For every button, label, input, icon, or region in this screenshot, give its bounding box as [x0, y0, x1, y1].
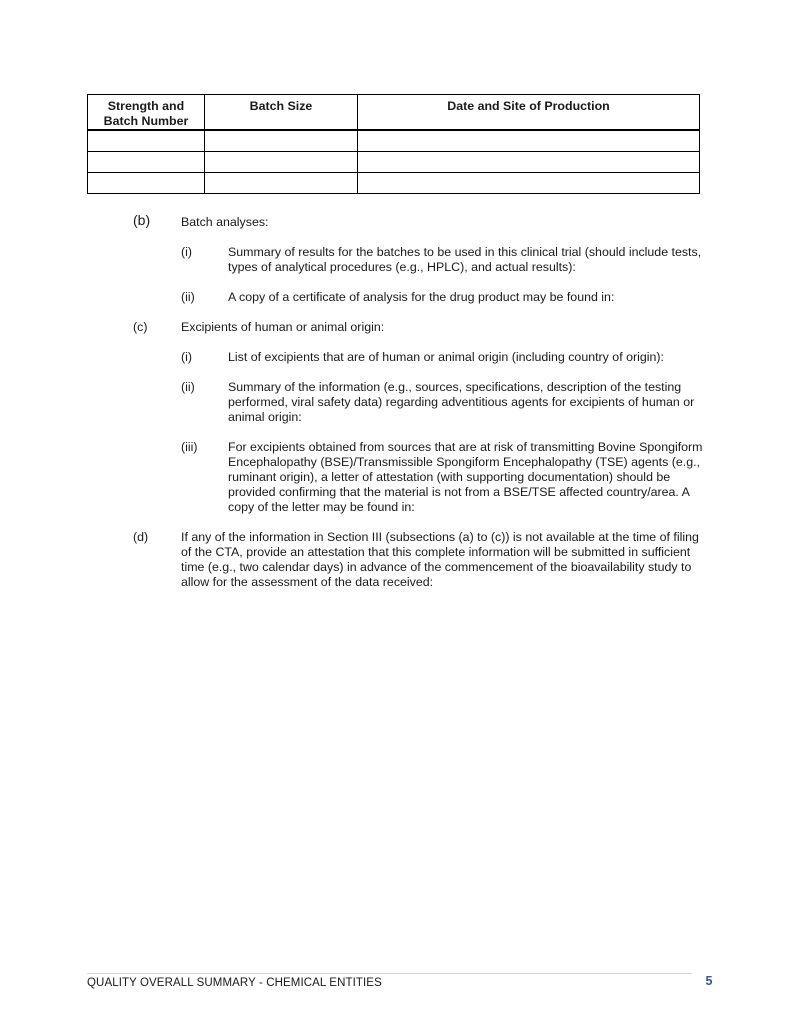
table-cell[interactable]	[358, 152, 700, 173]
table-row	[88, 152, 700, 173]
table-row	[88, 130, 700, 152]
batch-table	[87, 94, 700, 194]
section-c-item-ii-marker: (ii)	[181, 380, 195, 394]
section-d-marker: (d)	[133, 530, 149, 544]
section-c-item-i-text: List of excipients that are of human or animal origin (including country of origin):	[228, 350, 664, 364]
footer-title: QUALITY OVERALL SUMMARY - CHEMICAL ENTITIES	[87, 977, 382, 989]
footer-divider	[87, 973, 692, 974]
header-strength-batch-number: Strength and Batch Number	[88, 95, 205, 131]
page-number: 5	[705, 974, 713, 988]
section-b-text: Batch analyses:	[181, 215, 269, 229]
table-cell[interactable]	[358, 173, 700, 194]
section-c-item-ii-text: Summary of the information (e.g., sources, specifications, description of the testing performed, viral safety data) regarding adventitious agents for excipients of human or animal origin:	[228, 380, 695, 424]
section-c-item-iii-marker: (iii)	[181, 440, 198, 454]
header-batch-size: Batch Size	[205, 95, 358, 131]
section-c-item-i-marker: (i)	[181, 350, 193, 364]
table-cell[interactable]	[205, 130, 358, 152]
section-b-item-ii-text: A copy of a certificate of analysis for the drug product may be found in:	[228, 290, 615, 304]
table-cell[interactable]	[205, 173, 358, 194]
table-header-row	[88, 95, 700, 131]
header-date-site-production: Date and Site of Production	[358, 95, 700, 131]
table-cell[interactable]	[88, 152, 205, 173]
section-b-item-i-text: Summary of results for the batches to be used in this clinical trial (should include tests, types of analytical procedures (e.g., HPLC), and actual results):	[228, 245, 702, 274]
section-c-marker: (c)	[133, 320, 148, 334]
table-cell[interactable]	[205, 152, 358, 173]
table-cell[interactable]	[88, 130, 205, 152]
section-b-item-i-marker: (i)	[181, 245, 193, 259]
table-row	[88, 173, 700, 194]
table-cell[interactable]	[88, 173, 205, 194]
section-c-text: Excipients of human or animal origin:	[181, 320, 385, 334]
section-b-marker: (b)	[133, 212, 151, 228]
section-d-text: If any of the information in Section III (subsections (a) to (c)) is not available at the time of filing of the CTA, provide an attestation that this complete information will be submitted in sufficient time (e.g., two calendar days) in advance of the commencement of the bioavailability study to allow for the assessment of the data received:	[181, 530, 699, 589]
section-c-item-iii-text: For excipients obtained from sources that are at risk of transmitting Bovine Spongiform Encephalopathy (BSE)/Transmissible Spongiform Encephalopathy (TSE) agents (e.g., ruminant origin), a letter of attestation (with supporting documentation) should be provided confirming that the material is not from a BSE/TSE affected country/area. A copy of the letter may be found in:	[228, 440, 703, 514]
table-cell[interactable]	[358, 130, 700, 152]
section-b-item-ii-marker: (ii)	[181, 290, 195, 304]
